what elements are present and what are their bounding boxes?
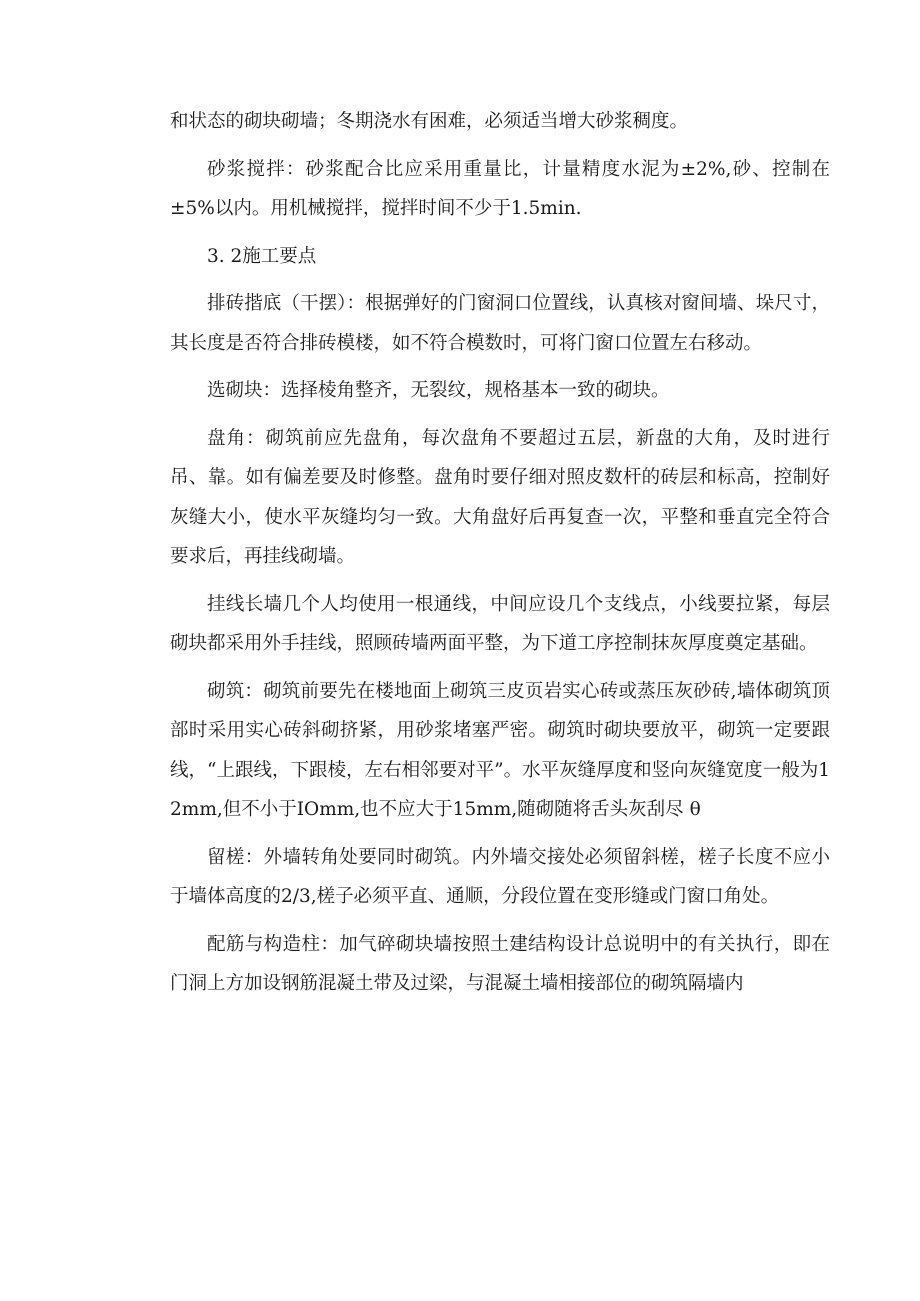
paragraph-brick-layout: 排砖揩底（干摆）：根据弹好的门窗洞口位置线，认真核对窗间墙、垛尺寸，其长度是否符合排砖模楼，如不符合模数时，可将门窗口位置左右移动。 [170,293,830,354]
paragraph-block-selection: 选砌块：选择棱角整齐，无裂纹，规格基本一致的砌块。 [207,380,670,401]
paragraph-reinforcement: 配筋与构造柱：加气碎砌块墙按照土建结构设计总说明中的有关执行，即在门洞上方加设钢筋混凝土带及过梁，与混凝土墙相接部位的砌筑隔墙内 [170,933,830,994]
document-body [170,102,830,1012]
paragraph-mortar-consistency: 和状态的砌块砌墙；冬期浇水有困难，必须适当增大砂浆稠度。 [170,111,689,132]
section-heading-construction-points: 3. 2施工要点 [207,245,317,267]
paragraph-corner-building: 盘角：砌筑前应先盘角，每次盘角不要超过五层，新盘的大角，及时进行吊、靠。如有偏差要及时修整。盘角时要仔细对照皮数杆的砖层和标高，控制好灰缝大小，使水平灰缝均匀一致。大角盘好后再复查一次，平整和垂直完全符合要求后，再挂线砌墙。 [170,427,830,567]
paragraph-toothing: 留槎：外墙转角处要同时砌筑。内外墙交接处必须留斜槎，槎子长度不应小于墙体高度的2/3,槎子必须平直、通顺，分段位置在变形缝或门窗口角处。 [170,846,830,907]
paragraph-mortar-mixing: 砂浆搅拌：砂浆配合比应采用重量比，计量精度水泥为±2%,砂、控制在±5%以内。用机械搅拌，搅拌时间不少于1.5min. [170,158,830,219]
paragraph-line-hanging: 挂线长墙几个人均使用一根通线，中间应设几个支线点，小线要拉紧，每层砌块都采用外手挂线，照顾砖墙两面平整，为下道工序控制抹灰厚度奠定基础。 [170,593,830,654]
paragraph-masonry: 砌筑：砌筑前要先在楼地面上砌筑三皮页岩实心砖或蒸压灰砂砖,墙体砌筑顶部时采用实心砖斜砌挤紧，用砂浆堵塞严密。砌筑时砌块要放平，砌筑一定要跟线，“上跟线，下跟棱，左右相邻要对平”。水平灰缝厚度和竖向灰缝宽度一般为12mm,但不小于IOmm,也不应大于15mm,随砌随将舌头灰刮尽 θ [170,680,830,820]
